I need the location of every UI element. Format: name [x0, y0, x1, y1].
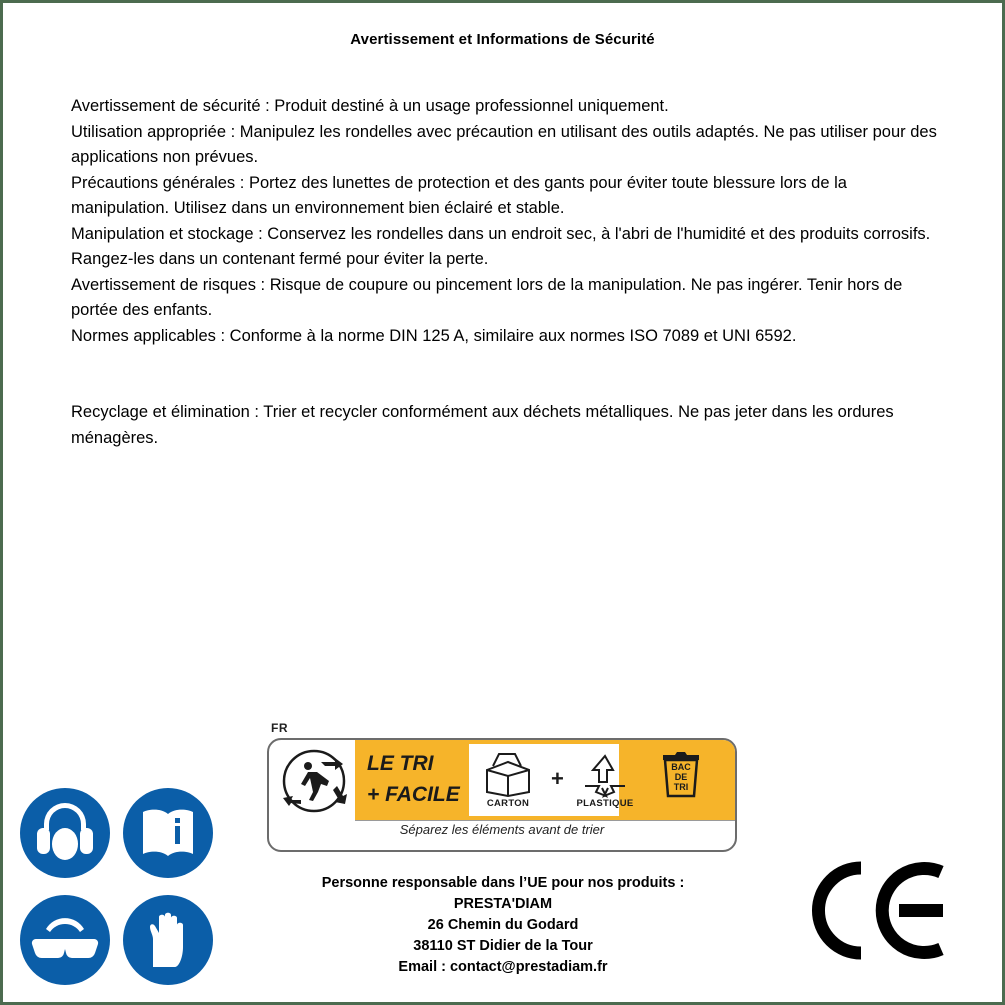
read-instructions-icon: [123, 788, 213, 878]
bin-label-line1: BAC: [671, 762, 691, 772]
triman-figure-icon: [277, 748, 351, 814]
responsible-city: 38110 ST Didier de la Tour: [413, 938, 593, 954]
triman-headline-line1: LE TRI: [367, 752, 434, 775]
triman-caption: Séparez les éléments avant de trier: [399, 822, 605, 837]
responsible-email: Email : contact@prestadiam.fr: [398, 959, 608, 975]
responsible-street: 26 Chemin du Godard: [427, 917, 579, 933]
paragraph-handling-storage: Manipulation et stockage : Conservez les rondelles dans un endroit sec, à l'abri de l'humidité et des produits corrosifs. Rangez-les dans un contenant fermé pour éviter la perte.: [71, 224, 931, 268]
paragraph-applicable-standards: Normes applicables : Conforme à la norme DIN 125 A, similaire aux normes ISO 7089 et UNI 6592.: [71, 326, 797, 345]
plastic-recycle-icon: [579, 752, 631, 798]
hand-protection-icon: [123, 895, 213, 985]
triman-divider: [355, 820, 735, 821]
paragraph-safety-warning: Avertissement de sécurité : Produit destiné à un usage professionnel uniquement.: [71, 97, 669, 115]
paragraph-general-precautions: Précautions générales : Portez des lunettes de protection et des gants pour éviter toute blessure lors de la manipulation. Utilisez dans un environnement bien éclairé et stable.: [71, 173, 847, 217]
paragraph-recycling: Recyclage et élimination : Trier et recycler conformément aux déchets métalliques. Ne pas jeter dans les ordures ménagères.: [71, 403, 894, 447]
responsible-person-block: [233, 873, 773, 978]
bin-label-line3: TRI: [673, 782, 689, 792]
ear-protection-icon: [20, 788, 110, 878]
paragraph-proper-use: Utilisation appropriée : Manipulez les rondelles avec précaution en utilisant des outils adaptés. Ne pas utiliser pour des applications non prévues.: [71, 122, 937, 166]
triman-box: [267, 738, 737, 852]
responsible-company: PRESTA'DIAM: [453, 896, 553, 912]
responsible-heading: Personne responsable dans l’UE pour nos produits :: [321, 875, 685, 891]
ce-marking-icon: [803, 858, 953, 963]
carton-label: CARTON: [486, 798, 530, 809]
triman-headline: [367, 748, 477, 810]
triman-country-code: FR: [271, 721, 288, 735]
triman-recycling-block: [267, 721, 735, 849]
page-title: Avertissement et Informations de Sécurité: [350, 31, 655, 48]
carton-box-icon: [479, 752, 537, 798]
eye-protection-icon: [20, 895, 110, 985]
safety-text-block: [71, 94, 940, 451]
bin-label-line2: DE: [674, 772, 688, 782]
bin-label: [657, 762, 705, 792]
pictogram-grid: [20, 788, 220, 988]
paragraph-spacer: [71, 349, 940, 400]
paragraph-risk-warning: Avertissement de risques : Risque de coupure ou pincement lors de la manipulation. Ne pas ingérer. Tenir hors de portée des enfants.: [71, 275, 903, 319]
plus-sign: +: [551, 766, 564, 791]
plastique-label: PLASTIQUE: [576, 798, 634, 809]
triman-headline-line2: + FACILE: [367, 783, 460, 806]
